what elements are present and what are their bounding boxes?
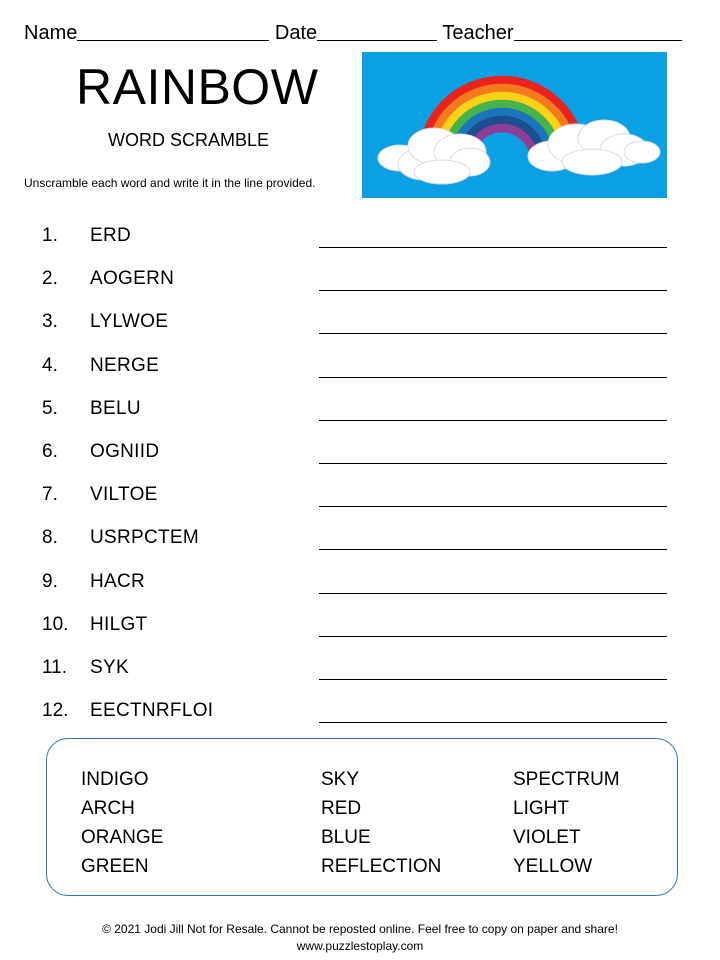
word-bank-item: LIGHT — [513, 798, 569, 819]
page-title: RAINBOW — [76, 59, 319, 115]
word-bank-item: INDIGO — [81, 769, 149, 790]
word-bank-item: VIOLET — [513, 827, 581, 848]
scramble-row — [42, 653, 672, 683]
item-number: 2. — [42, 268, 58, 290]
scrambled-word: LYLWOE — [90, 311, 169, 333]
answer-line[interactable] — [319, 333, 667, 334]
scrambled-word: USRPCTEM — [90, 527, 200, 549]
scramble-row — [42, 394, 672, 424]
scramble-row — [42, 307, 672, 337]
date-blank[interactable] — [317, 20, 437, 41]
scramble-row — [42, 264, 672, 294]
item-number: 6. — [42, 441, 58, 462]
answer-line[interactable] — [319, 420, 667, 421]
scrambled-word: AOGERN — [90, 268, 175, 290]
item-number: 1. — [42, 225, 58, 246]
scrambled-word: VILTOE — [90, 484, 158, 506]
word-bank-item: SPECTRUM — [513, 769, 620, 790]
answer-line[interactable] — [319, 593, 667, 594]
scrambled-word: BELU — [90, 397, 141, 419]
teacher-label: Teacher — [442, 22, 514, 44]
word-bank-item: REFLECTION — [321, 856, 442, 877]
answer-line[interactable] — [319, 722, 667, 723]
scramble-row — [42, 567, 672, 597]
item-number: 3. — [42, 311, 58, 333]
item-number: 5. — [42, 397, 58, 419]
scrambled-word: HACR — [90, 570, 146, 592]
answer-line[interactable] — [319, 377, 667, 378]
name-blank[interactable] — [77, 20, 269, 41]
date-label: Date — [274, 22, 318, 44]
scramble-row — [42, 480, 672, 510]
scramble-row — [42, 523, 672, 553]
item-number: 9. — [42, 570, 58, 592]
scramble-row — [42, 696, 672, 726]
scramble-row — [42, 221, 672, 251]
scrambled-word: ERD — [90, 225, 132, 246]
footer-copyright: © 2021 Jodi Jill Not for Resale. Cannot be reposted online. Feel free to copy on paper and share! — [102, 922, 618, 936]
scramble-row — [42, 610, 672, 640]
word-bank-item: YELLOW — [513, 856, 593, 877]
answer-line[interactable] — [319, 636, 667, 637]
answer-line[interactable] — [319, 247, 667, 248]
scramble-row — [42, 437, 672, 467]
teacher-blank[interactable] — [514, 20, 682, 41]
header-fields — [24, 20, 682, 45]
scramble-row — [42, 351, 672, 381]
answer-line[interactable] — [319, 549, 667, 550]
item-number: 7. — [42, 484, 58, 506]
item-number: 8. — [42, 527, 58, 549]
scrambled-word: SYK — [90, 657, 129, 678]
answer-line[interactable] — [319, 506, 667, 507]
item-number: 12. — [42, 700, 69, 722]
name-label: Name — [24, 22, 78, 44]
footer-website: www.puzzlestoplay.com — [296, 939, 424, 953]
word-bank-column-2 — [321, 765, 441, 881]
instructions: Unscramble each word and write it in the line provided. — [24, 176, 316, 190]
answer-line[interactable] — [319, 290, 667, 291]
item-number: 10. — [42, 613, 69, 635]
word-bank-item: ARCH — [81, 798, 135, 819]
word-bank-item: RED — [321, 798, 362, 819]
word-bank-column-3 — [513, 765, 620, 881]
answer-line[interactable] — [319, 463, 667, 464]
scrambled-word: OGNIID — [90, 441, 160, 462]
item-number: 11. — [42, 657, 68, 678]
answer-line[interactable] — [319, 679, 667, 680]
item-number: 4. — [42, 354, 58, 376]
word-bank-item: GREEN — [81, 856, 149, 877]
word-bank-column-1 — [81, 765, 163, 881]
rainbow-illustration — [362, 52, 667, 198]
word-bank-item: SKY — [321, 769, 360, 790]
word-bank-item: ORANGE — [81, 827, 164, 848]
scrambled-word: NERGE — [90, 354, 160, 376]
scrambled-word: HILGT — [90, 613, 148, 635]
page-subtitle: WORD SCRAMBLE — [108, 130, 270, 150]
word-bank — [46, 738, 678, 896]
word-bank-item: BLUE — [321, 827, 371, 848]
scrambled-word: EECTNRFLOI — [90, 700, 214, 722]
